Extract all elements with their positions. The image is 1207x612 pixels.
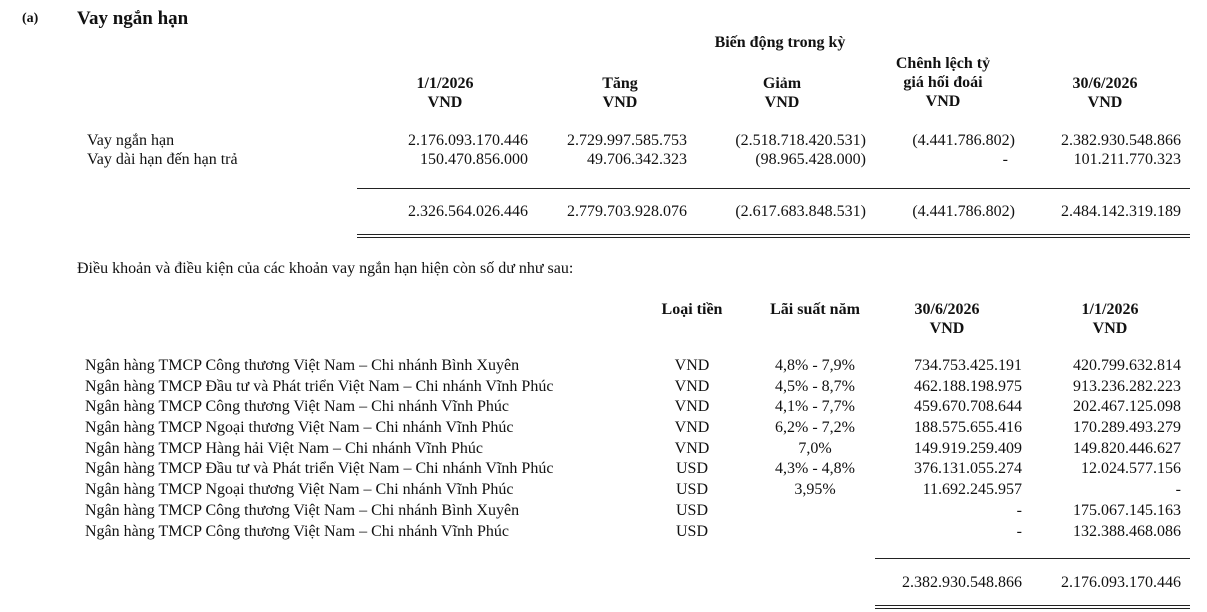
t2-total-double-rule [875, 605, 1190, 609]
closing-cell: 376.131.055.274 [914, 460, 1022, 478]
t2-col-unit: VND [929, 320, 965, 337]
subtotal-rule [357, 188, 1190, 189]
currency-cell: VND [674, 439, 710, 457]
currency-cell: USD [675, 460, 708, 478]
currency-cell: VND [674, 357, 710, 374]
t1-col-unit: VND [602, 94, 638, 111]
opening-cell: - [1175, 481, 1181, 499]
t2-col-date: 1/1/2026 [1081, 301, 1139, 318]
t2-col-unit: VND [1092, 320, 1128, 337]
bank-name: Ngân hàng TMCP Ngoại thương Việt Nam – Chi nhánh Vĩnh Phúc [85, 419, 514, 437]
currency-cell: VND [674, 398, 710, 416]
closing-cell: - [1016, 501, 1022, 519]
t1-col-header-decrease [717, 74, 847, 112]
opening-cell: 149.820.446.627 [1073, 439, 1181, 457]
opening-cell: 202.467.125.098 [1073, 398, 1181, 416]
t1-row-label: Vay dài hạn đến hạn trả [87, 151, 238, 168]
table-row [0, 377, 1207, 398]
rate-cell: 4,5% - 8,7% [775, 377, 855, 395]
t1-col-label: giá hối đoái [903, 74, 983, 91]
t1-col-header-increase [555, 74, 685, 112]
section-marker: (a) [22, 11, 39, 26]
t2-col-header-closing [882, 300, 1012, 338]
t1-cell: - [1002, 151, 1008, 168]
t1-col-unit: VND [925, 93, 961, 110]
opening-cell: 175.067.145.163 [1073, 501, 1181, 519]
t1-col-header-closing [1040, 74, 1170, 112]
group-header: Biến động trong kỳ [714, 34, 846, 51]
bank-name: Ngân hàng TMCP Đầu tư và Phát triển Việt Nam – Chi nhánh Vĩnh Phúc [85, 460, 554, 478]
section-title: Vay ngắn hạn [77, 8, 189, 29]
t1-row-label: Vay ngắn hạn [87, 132, 175, 149]
rate-cell: 3,95% [794, 481, 836, 499]
currency-cell: USD [675, 522, 708, 540]
t1-col-label: Chênh lệch tỷ [895, 55, 991, 72]
t1-cell: 2.176.093.170.446 [408, 132, 528, 149]
table-row [0, 418, 1207, 439]
t1-col-label: Giảm [762, 75, 802, 92]
closing-cell: 462.188.198.975 [914, 377, 1022, 395]
table-row [0, 501, 1207, 522]
t1-col-unit: VND [427, 94, 463, 111]
t2-body [0, 356, 1207, 542]
t1-col-date: 1/1/2026 [416, 75, 474, 92]
t1-col-header-fx [873, 54, 1013, 111]
t1-cell: 2.729.997.585.753 [567, 132, 687, 149]
note-text: Điều khoản và điều kiện của các khoản vay ngắn hạn hiện còn số dư như sau: [77, 260, 574, 277]
rate-cell: 4,8% - 7,9% [775, 357, 855, 374]
t1-cell: 101.211.770.323 [1073, 151, 1181, 168]
opening-cell: 132.388.468.086 [1073, 522, 1181, 540]
t2-total-opening: 2.176.093.170.446 [1061, 574, 1181, 591]
t1-cell: (4.441.786.802) [912, 132, 1015, 149]
currency-cell: VND [674, 377, 710, 395]
table-row [0, 356, 1207, 377]
t1-cell: 2.382.930.548.866 [1061, 132, 1181, 149]
total-double-rule [357, 234, 1190, 238]
t1-col-unit: VND [764, 94, 800, 111]
opening-cell: 12.024.577.156 [1081, 460, 1181, 478]
rate-cell: 6,2% - 7,2% [775, 419, 855, 437]
opening-cell: 170.289.493.279 [1073, 419, 1181, 437]
t1-total-cell: 2.484.142.319.189 [1061, 203, 1181, 220]
closing-cell: 459.670.708.644 [914, 398, 1022, 416]
t1-total-cell: (2.617.683.848.531) [735, 203, 866, 220]
table-row [0, 439, 1207, 460]
t1-cell: (2.518.718.420.531) [735, 132, 866, 149]
t1-cell: 150.470.856.000 [420, 151, 528, 168]
t2-col-header-currency: Loại tiền [661, 301, 723, 318]
t2-col-header-opening [1045, 300, 1175, 338]
bank-name: Ngân hàng TMCP Công thương Việt Nam – Chi nhánh Bình Xuyên [85, 357, 520, 374]
currency-cell: USD [675, 481, 708, 499]
t1-total-cell: 2.326.564.026.446 [408, 203, 528, 220]
bank-name: Ngân hàng TMCP Công thương Việt Nam – Chi nhánh Vĩnh Phúc [85, 522, 510, 540]
t1-total-cell: 2.779.703.928.076 [567, 203, 687, 220]
currency-cell: VND [674, 419, 710, 437]
bank-name: Ngân hàng TMCP Công thương Việt Nam – Chi nhánh Vĩnh Phúc [85, 398, 510, 416]
table-row [0, 459, 1207, 480]
t1-col-unit: VND [1087, 94, 1123, 111]
opening-cell: 420.799.632.814 [1073, 357, 1181, 374]
currency-cell: USD [675, 501, 708, 519]
bank-name: Ngân hàng TMCP Ngoại thương Việt Nam – Chi nhánh Vĩnh Phúc [85, 481, 514, 499]
t1-col-header-opening [380, 74, 510, 112]
t1-total-cell: (4.441.786.802) [912, 203, 1015, 220]
rate-cell: 4,3% - 4,8% [775, 460, 855, 478]
closing-cell: 149.919.259.409 [914, 439, 1022, 457]
closing-cell: 11.692.245.957 [922, 481, 1022, 499]
rate-cell: 7,0% [798, 439, 832, 457]
t2-col-date: 30/6/2026 [914, 301, 980, 318]
t1-col-date: 30/6/2026 [1072, 75, 1138, 92]
rate-cell: 4,1% - 7,7% [775, 398, 855, 416]
closing-cell: - [1016, 522, 1022, 540]
table-row [0, 522, 1207, 543]
table-row [0, 397, 1207, 418]
opening-cell: 913.236.282.223 [1073, 377, 1181, 395]
t2-total-closing: 2.382.930.548.866 [902, 574, 1022, 591]
closing-cell: 734.753.425.191 [914, 357, 1022, 374]
t2-col-header-rate: Lãi suất năm [770, 301, 860, 318]
bank-name: Ngân hàng TMCP Đầu tư và Phát triển Việt Nam – Chi nhánh Vĩnh Phúc [85, 377, 554, 395]
t1-col-label: Tăng [602, 75, 638, 92]
t2-subtotal-rule [875, 558, 1190, 559]
t1-cell: 49.706.342.323 [587, 151, 687, 168]
closing-cell: 188.575.655.416 [914, 419, 1022, 437]
bank-name: Ngân hàng TMCP Hàng hải Việt Nam – Chi nhánh Vĩnh Phúc [85, 439, 483, 457]
t1-cell: (98.965.428.000) [755, 151, 866, 168]
table-row [0, 480, 1207, 501]
bank-name: Ngân hàng TMCP Công thương Việt Nam – Chi nhánh Bình Xuyên [85, 501, 520, 519]
